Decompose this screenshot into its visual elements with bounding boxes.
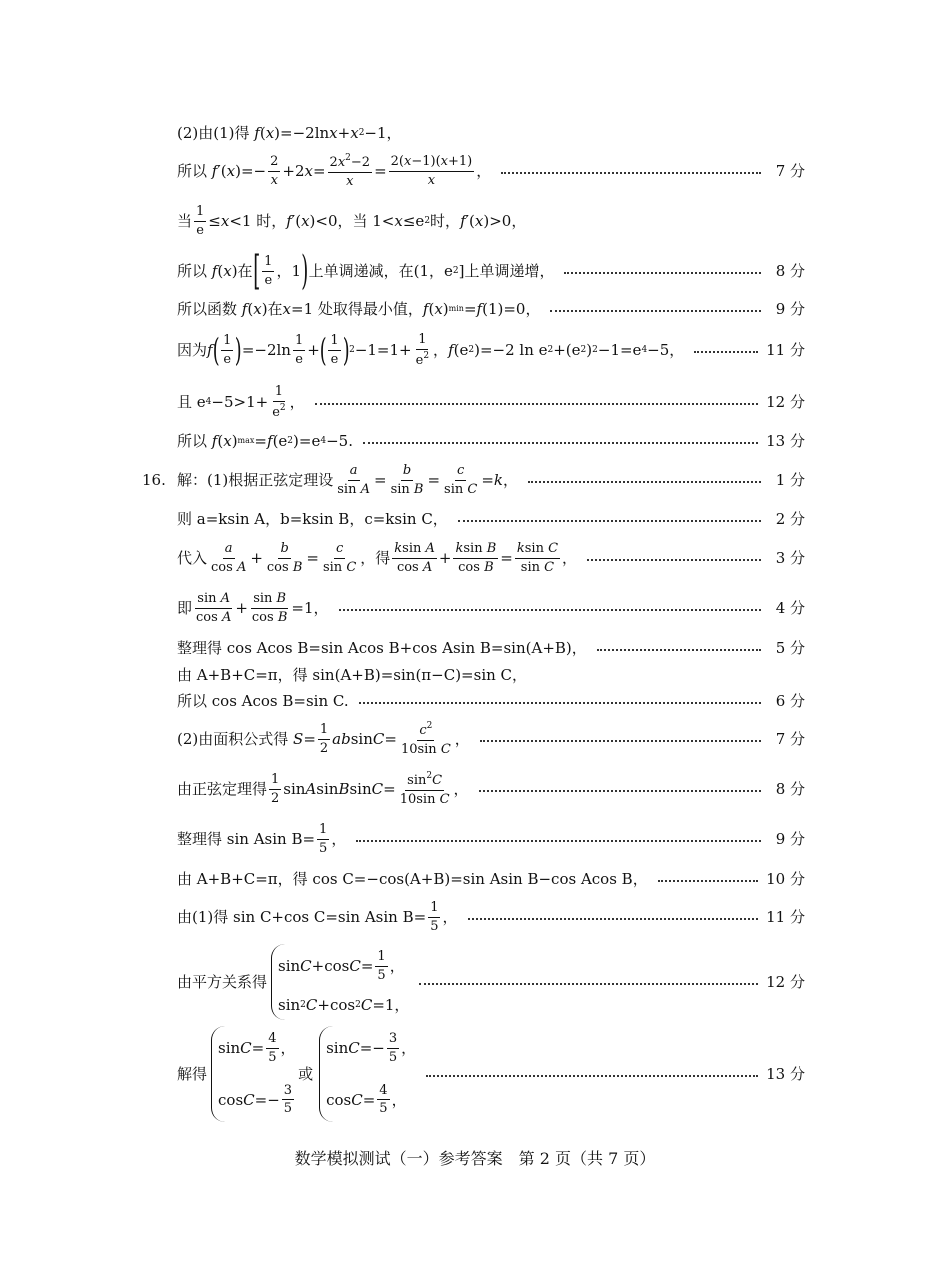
score: 6 分 bbox=[775, 691, 805, 710]
score: 8 分 bbox=[775, 779, 805, 798]
line-16-conclusion: 所以 cos Acos B=sin C. 6 分 bbox=[177, 691, 805, 710]
line-part2-start: (2)由(1)得 f ( x )=−2ln x + x 2 −1， bbox=[177, 123, 402, 142]
score: 12 分 bbox=[766, 972, 805, 991]
line-16-simplify: 即 sin A cos A + sin B cos B =1， 4 分 bbox=[177, 590, 805, 625]
line-min: 所以函数 f ( x )在 x =1 处取得最小值， f ( x ) min = f (1)=0， 9 分 bbox=[177, 299, 805, 318]
line-endpoint-values: 因为 f ( 1 e ) =−2ln 1 e + ( 1 e ) 2 −1=1+ 1 $e^2$ ， f (e 2 )=−2 ln e 2 +(e 2 ) 2 −1=e 4 −5， 11 分 bbox=[177, 331, 805, 369]
line-16-system: 由平方关系得 sin C +cos C = 1 5 ， sin 2 C +cos 2 C =1， 12 分 bbox=[177, 944, 805, 1020]
line-compare: 且 e 4 −5>1+ 1 $e^2$ ， 12 分 bbox=[177, 383, 805, 420]
line-16-ksin: 则 a=ksin A，b=ksin B，c=ksin C， 2 分 bbox=[177, 509, 805, 528]
line-16-sine-area: 由正弦定理得 1 2 sin A sin B sin C = $\sin^2C$ 10sin C ， 8 分 bbox=[177, 770, 805, 807]
score: 11 分 bbox=[766, 907, 805, 926]
line-16-substitute: 代入 a cos A + b cos B = c sin C ，得 ksin A cos A + ksin B cos B = ksin C sin C ， 3 分 bbox=[177, 540, 805, 575]
line-16-angle-sum: 由 A+B+C=π，得 sin(A+B)=sin(π−C)=sin C， bbox=[177, 665, 528, 684]
line-16-cosC: 由 A+B+C=π，得 cos C=−cos(A+B)=sin Asin B−cos Acos B， 10 分 bbox=[177, 869, 805, 888]
score: 9 分 bbox=[775, 299, 805, 318]
line-monotonic-cond: 当 1 e ≤ x <1 时， f ′( x )<0，当 1< x ≤e 2 时， f ′( x )>0， bbox=[177, 203, 527, 238]
page-footer: 数学模拟测试（一）参考答案 第 2 页（共 7 页） bbox=[294, 1149, 656, 1168]
score: 4 分 bbox=[775, 598, 805, 617]
score: 8 分 bbox=[775, 261, 805, 280]
score: 2 分 bbox=[775, 509, 805, 528]
score: 7 分 bbox=[775, 161, 805, 180]
problem-number: 16. bbox=[142, 471, 166, 489]
score: 7 分 bbox=[775, 729, 805, 748]
line-16-arrange: 整理得 cos Acos B=sin Acos B+cos Asin B=sin(A+B)， 5 分 bbox=[177, 638, 805, 657]
score: 12 分 bbox=[766, 392, 805, 411]
line-max: 所以 f ( x ) max = f (e 2 )=e 4 −5. 13 分 bbox=[177, 431, 805, 450]
line-derivative: 所以 f ′( x )=− 2 x +2 x = $2x^2-2$ x = 2(x−1)(x+1) x ， 7 分 bbox=[177, 152, 805, 189]
line-monotonic: 所以 f ( x )在 [ 1 e ，1 ) 上单调递减，在(1，e 2 ]上单调递增， 8 分 bbox=[177, 248, 805, 294]
score: 11 分 bbox=[766, 340, 805, 359]
line-16-product: 整理得 sin Asin B= $\frac{1}{5}$ ， 9 分 bbox=[177, 821, 805, 856]
score: 10 分 bbox=[766, 869, 805, 888]
score: 9 分 bbox=[775, 829, 805, 848]
line-16-sine-law: 解：(1)根据正弦定理设 a sin A = b sin B = c sin C = k ， 1 分 bbox=[177, 462, 805, 497]
line-16-area: (2)由面积公式得 S = 1 2 ab sin C = $c^2$ 10sin C ， 7 分 bbox=[177, 720, 805, 757]
score: 1 分 bbox=[775, 470, 805, 489]
score: 13 分 bbox=[766, 431, 805, 450]
score: 5 分 bbox=[775, 638, 805, 657]
score: 13 分 bbox=[766, 1064, 805, 1083]
line-16-sum: 由(1)得 sin C+cos C=sin Asin B= $\frac{1}{5}$ ， 11 分 bbox=[177, 899, 805, 934]
line-16-solutions: 解得 sin C = 4 5 ， cos C =− 3 5 或 sin C =− 3 5 ， cos C = 4 5 ， 13 分 bbox=[177, 1026, 805, 1122]
score: 3 分 bbox=[775, 548, 805, 567]
